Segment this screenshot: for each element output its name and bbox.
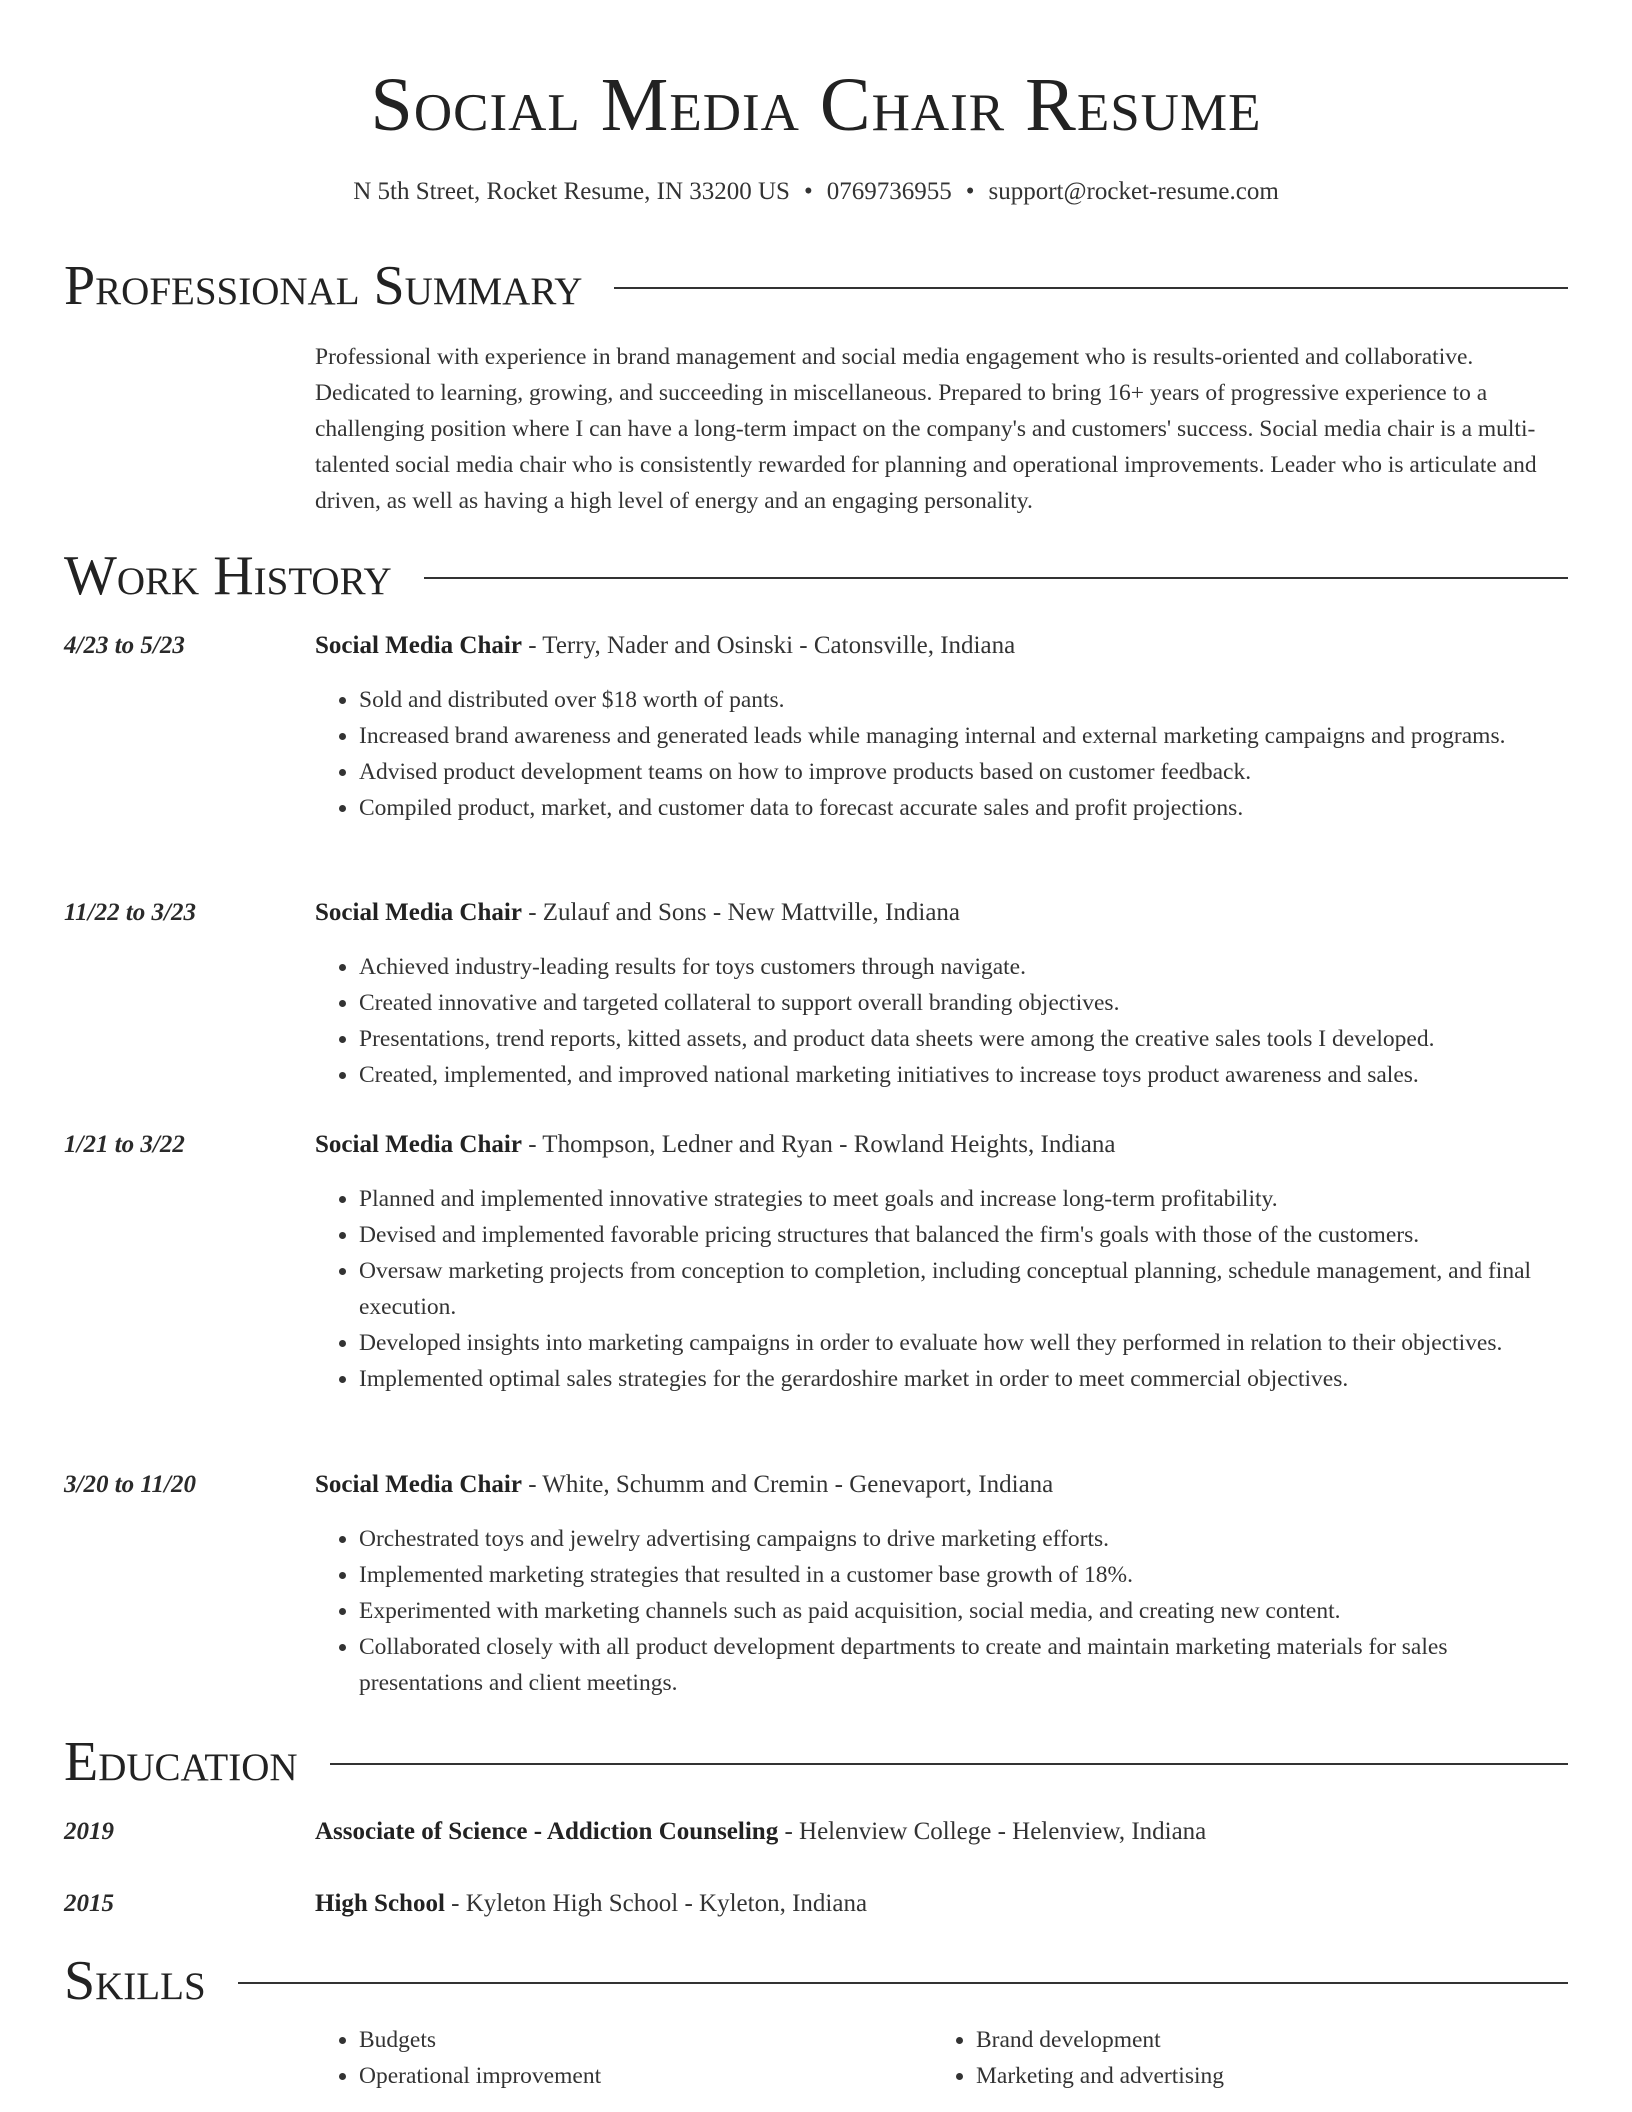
list-item: • Achieved industry-leading results for toys customers through navigate.	[359, 949, 1568, 985]
list-item: • Collaborated closely with all product development departments to create and maintain marketing materials for sales presentations and client meetings.	[359, 1629, 1568, 1701]
job-heading	[315, 895, 1568, 931]
job-title: Social Media Chair	[315, 1471, 522, 1498]
job-dates: 3/20 to 11/20	[64, 1471, 196, 1498]
job-heading	[315, 628, 1568, 664]
work-section-header	[64, 546, 1568, 606]
education-section-header	[64, 1732, 1568, 1792]
job-bullets	[315, 1521, 1568, 1701]
skills-section-header	[64, 1951, 1568, 2011]
list-item: • Increased brand awareness and generated leads while managing internal and external marketing campaigns and programs.	[359, 718, 1568, 754]
job-dates: 11/22 to 3/23	[64, 899, 196, 926]
education-school: - Kyleton High School - Kyleton, Indiana	[444, 1890, 868, 1917]
section-divider	[330, 1763, 1568, 1765]
job-title: Social Media Chair	[315, 632, 522, 659]
summary-section-header	[64, 256, 1568, 316]
job-heading	[315, 1467, 1568, 1503]
contact-separator: •	[803, 178, 813, 205]
list-item: • Oversaw marketing projects from conception to completion, including conceptual planning, schedule management, and final execution.	[359, 1253, 1568, 1325]
section-title-skills: Skills	[64, 1950, 206, 2012]
contact-email: support@rocket-resume.com	[988, 178, 1279, 205]
contact-phone: 0769736955	[826, 178, 952, 205]
job-bullets	[315, 682, 1568, 826]
section-title-summary: Professional Summary	[64, 255, 583, 317]
list-item: • Planned and implemented innovative strategies to meet goals and increase long-term profitability.	[359, 1181, 1568, 1217]
job-company: - Terry, Nader and Osinski - Catonsville, Indiana	[521, 632, 1016, 659]
contact-separator: •	[965, 178, 975, 205]
list-item: • Implemented optimal sales strategies for the gerardoshire market in order to meet commercial objectives.	[359, 1361, 1568, 1397]
job-bullets	[315, 949, 1568, 1093]
job-title: Social Media Chair	[315, 1131, 522, 1158]
list-item: • Orchestrated toys and jewelry advertising campaigns to drive marketing efforts.	[359, 1521, 1568, 1557]
education-year: 2015	[64, 1890, 114, 1917]
education-year: 2019	[64, 1818, 114, 1845]
skill-item: • Budgets	[359, 2022, 919, 2058]
section-divider	[614, 287, 1568, 289]
skill-item: • Marketing and advertising	[976, 2058, 1536, 2094]
job-dates: 4/23 to 5/23	[64, 632, 185, 659]
contact-line	[0, 175, 1632, 209]
skill-item: • Operational improvement	[359, 2058, 919, 2094]
list-item: • Created, implemented, and improved national marketing initiatives to increase toys product awareness and sales.	[359, 1057, 1568, 1093]
education-degree: High School	[315, 1890, 445, 1917]
list-item: • Advised product development teams on how to improve products based on customer feedback.	[359, 754, 1568, 790]
job-heading	[315, 1127, 1568, 1163]
skills-list-left	[315, 2022, 919, 2094]
section-title-education: Education	[64, 1731, 298, 1793]
job-bullets	[315, 1181, 1568, 1397]
skill-item: • Brand development	[976, 2022, 1536, 2058]
list-item: • Implemented marketing strategies that resulted in a customer base growth of 18%.	[359, 1557, 1568, 1593]
list-item: • Experimented with marketing channels such as paid acquisition, social media, and creating new content.	[359, 1593, 1568, 1629]
education-degree: Associate of Science - Addiction Counseling	[315, 1818, 779, 1845]
education-entry	[64, 1814, 1568, 1850]
job-title: Social Media Chair	[315, 899, 522, 926]
section-divider	[238, 1982, 1568, 1984]
skills-list-right	[932, 2022, 1536, 2094]
section-title-work: Work History	[64, 545, 392, 607]
list-item: • Sold and distributed over $18 worth of pants.	[359, 682, 1568, 718]
list-item: • Developed insights into marketing campaigns in order to evaluate how well they performed in relation to their objectives.	[359, 1325, 1568, 1361]
section-divider	[424, 577, 1568, 579]
education-entry	[64, 1886, 1568, 1922]
list-item: • Devised and implemented favorable pricing structures that balanced the firm's goals with those of the customers.	[359, 1217, 1568, 1253]
summary-text: Professional with experience in brand management and social media engagement who is results-oriented and collaborative. Dedicated to learning, growing, and succeeding in miscellaneous. Prepared to bring 16+ years of progressive experience to a challenging position where I can have a long-term impact on the company's and customers' success. Social media chair is a multi-talented social media chair who is consistently rewarded for planning and operational improvements. Leader who is articulate and driven, as well as having a high level of energy and an engaging personality.	[315, 344, 1537, 514]
list-item: • Presentations, trend reports, kitted assets, and product data sheets were among the creative sales tools I developed.	[359, 1021, 1568, 1057]
job-company: - White, Schumm and Cremin - Genevaport, Indiana	[521, 1471, 1054, 1498]
job-company: - Thompson, Ledner and Ryan - Rowland Heights, Indiana	[521, 1131, 1116, 1158]
contact-address: N 5th Street, Rocket Resume, IN 33200 US	[353, 178, 790, 205]
education-school: - Helenview College - Helenview, Indiana	[778, 1818, 1207, 1845]
resume-title: Social Media Chair Resume	[370, 63, 1262, 147]
education-heading	[315, 1886, 1568, 1922]
list-item: • Compiled product, market, and customer data to forecast accurate sales and profit projections.	[359, 790, 1568, 826]
education-heading	[315, 1814, 1568, 1850]
list-item: • Created innovative and targeted collateral to support overall branding objectives.	[359, 985, 1568, 1021]
job-dates: 1/21 to 3/22	[64, 1131, 185, 1158]
job-company: - Zulauf and Sons - New Mattville, Indiana	[521, 899, 961, 926]
